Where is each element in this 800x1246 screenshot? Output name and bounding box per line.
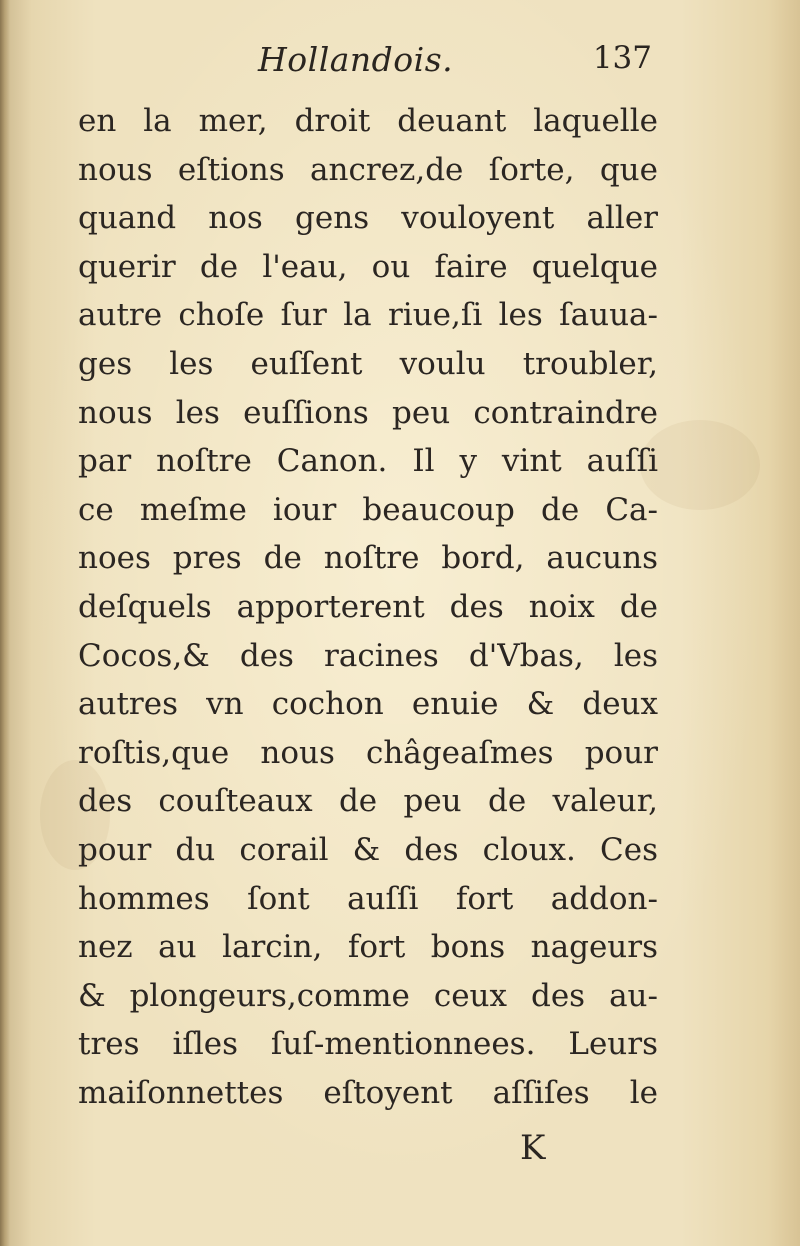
text-line: roſtis,que nous châgeaſmes pour (78, 734, 658, 771)
running-head: Hollandois. (258, 40, 454, 79)
text-line: autre choſe ſur la riue,ſi les ſauua- (78, 297, 658, 334)
page-header (78, 36, 658, 96)
text-line: des couſteaux de peu de valeur, (78, 783, 658, 820)
text-line: tres iſles ſuſ-mentionnees. Leurs (78, 1026, 658, 1063)
text-line: querir de l'eau, ou faire quelque (78, 248, 658, 285)
paper-stain (640, 420, 760, 510)
text-line: nous eſtions ancrez,de ſorte, que (78, 151, 658, 188)
signature-mark: K (520, 1128, 546, 1168)
text-line: autres vn cochon enuie & deux (78, 686, 658, 723)
text-line: & plongeurs,comme ceux des au- (78, 977, 658, 1014)
text-line: Cocos,& des racines d'Vbas, les (78, 637, 658, 674)
text-line: en la mer, droit deuant laquelle (78, 103, 658, 139)
text-line: deſquels apporterent des noix de (78, 588, 658, 625)
text-line: hommes ſont auſſi fort addon- (78, 880, 658, 917)
text-line: quand nos gens vouloyent aller (78, 200, 658, 237)
page-gutter (0, 0, 10, 1246)
text-line: ce meſme iour beaucoup de Ca- (78, 491, 658, 528)
page-number: 137 (592, 40, 652, 76)
text-line: maiſonnettes eſtoyent aſſiſes le (78, 1074, 658, 1111)
text-line: par noſtre Canon. Il y vint auſſi (78, 443, 658, 480)
body-text (78, 97, 658, 1117)
text-line: nez au larcin, fort bons nageurs (78, 929, 658, 966)
text-line: noes pres de noſtre bord, aucuns (78, 540, 658, 577)
text-line: pour du corail & des cloux. Ces (78, 831, 658, 868)
text-line: nous les euſſions peu contraindre (78, 394, 658, 431)
text-line: ges les euſſent voulu troubler, (78, 345, 658, 382)
